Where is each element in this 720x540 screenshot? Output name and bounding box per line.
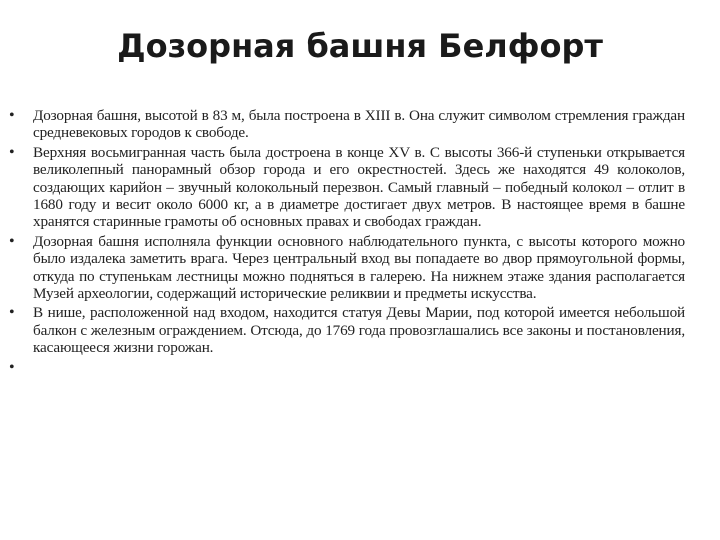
list-item-text: Дозорная башня, высотой в 83 м, была построена в XIII в. Она служит символом стремления граждан средневековых городов к свободе.: [33, 107, 685, 142]
bullet-icon: •: [9, 143, 15, 161]
list-item: [0, 144, 720, 231]
bullet-icon: •: [9, 107, 15, 124]
bullet-list: [0, 107, 720, 376]
list-item-text: Дозорная башня исполняла функции основного наблюдательного пункта, с высоты которого можно было издалека заметить врага. Через центральный вход вы попадаете во двор прямоугольной формы, откуда по ступенькам лестницы можно подняться в галерею. На нижнем этаже здания располагается Музей археологии, содержащий исторические реликвии и предметы искусства.: [33, 232, 685, 303]
list-item-text: В нише, расположенной над входом, находится статуя Девы Марии, под которой имеется небольшой балкон с железным ограждением. Отсюда, до 1769 года провозглашались все законы и постановления, касающееся жизни горожан.: [33, 304, 685, 357]
bullet-icon: •: [9, 358, 15, 376]
list-item-empty: [0, 359, 720, 376]
list-item-text: [33, 359, 685, 376]
list-item: [0, 233, 720, 303]
bullet-icon: •: [9, 232, 15, 250]
slide-title: Дозорная башня Белфорт: [117, 27, 603, 65]
bullet-icon: •: [9, 304, 15, 322]
list-item-text: Верхняя восьмигранная часть была достроена в конце XV в. С высоты 366-й ступеньки открывается великолепный панорамный обзор города и его окрестностей. Здесь же находятся 49 колоколов, создающих карийон – звучный колокольный перезвон. Самый главный – победный колокол – отлит в 1680 году и весит около 6000 кг, а в диаметре достигает двух метров. В настоящее время в башне хранятся старинные грамоты об основных правах и свободах граждан.: [33, 143, 685, 231]
list-item: [0, 107, 720, 142]
list-item: [0, 304, 720, 356]
